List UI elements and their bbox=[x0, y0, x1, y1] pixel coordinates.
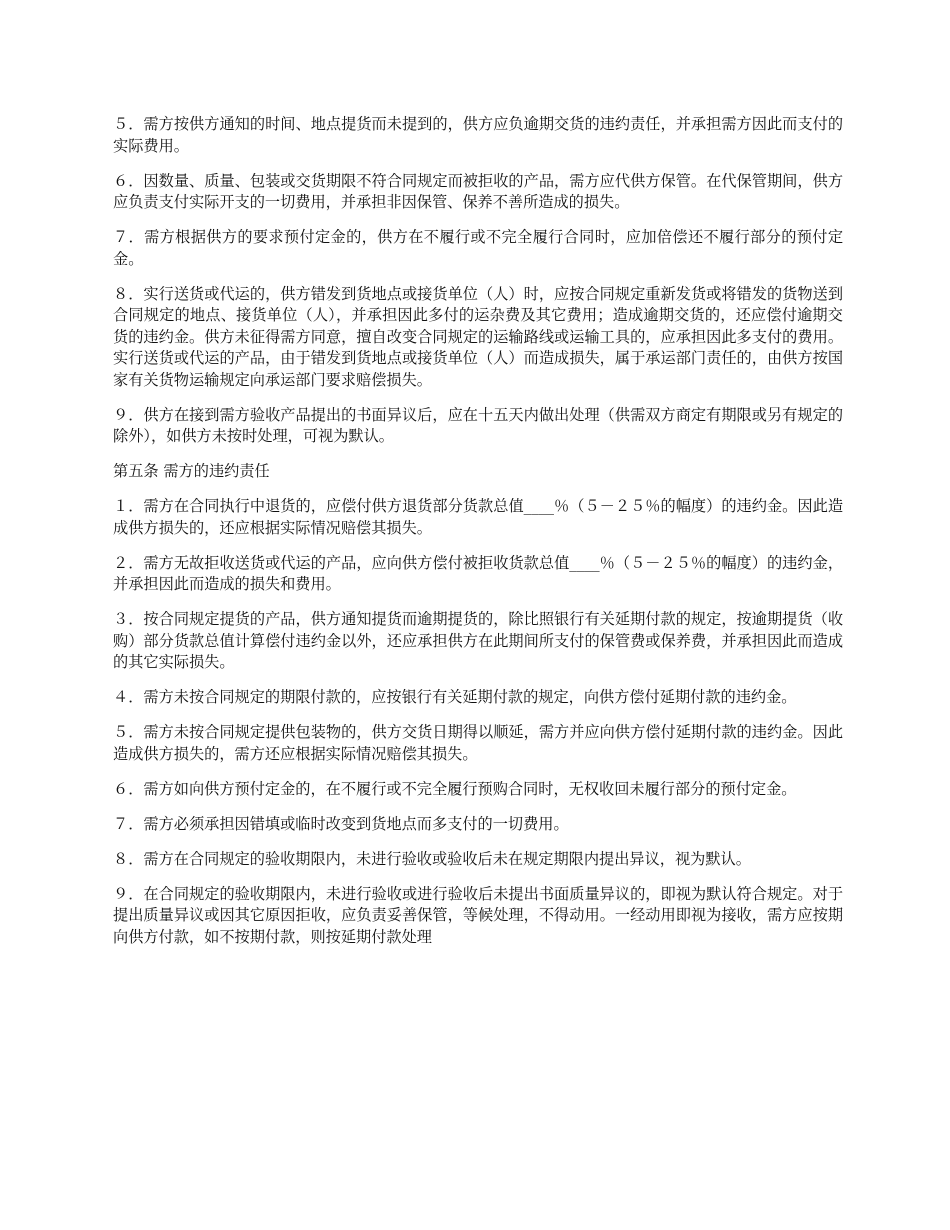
seller-breach-item-8: ８．实行送货或代运的，供方错发到货地点或接货单位（人）时，应按合同规定重新发货或将错发的货物送到合同规定的地点、接货单位（人），并承担因此多付的运杂费及其它费用；造成逾期交货的，还应偿付逾期交货的违约金。供方未征得需方同意，擅自改变合同规定的运输路线或运输工具的，应承担因此多支付的费用。实行送货或代运的产品，由于错发到货地点或接货单位（人）而造成损失，属于承运部门责任的，由供方按国家有关货物运输规定向承运部门要求赔偿损失。 bbox=[113, 284, 843, 389]
buyer-breach-item-5: ５．需方未按合同规定提供包装物的，供方交货日期得以顺延，需方并应向供方偿付延期付款的违约金。因此造成供方损失的，需方还应根据实际情况赔偿其损失。 bbox=[113, 723, 843, 763]
buyer-breach-item-7: ７．需方必须承担因错填或临时改变到货地点而多支付的一切费用。 bbox=[113, 814, 569, 833]
document-body bbox=[113, 114, 843, 962]
seller-breach-item-6: ６．因数量、质量、包装或交货期限不符合同规定而被拒收的产品，需方应代供方保管。在代保管期间，供方应负责支付实际开支的一切费用，并承担非因保管、保养不善所造成的损失。 bbox=[113, 171, 843, 211]
seller-breach-item-9: ９．供方在接到需方验收产品提出的书面异议后，应在十五天内做出处理（供需双方商定有期限或另有规定的除外），如供方未按时处理，可视为默认。 bbox=[113, 405, 843, 445]
section-title: 第五条 需方的违约责任 bbox=[113, 462, 270, 480]
seller-breach-item-5: ５．需方按供方通知的时间、地点提货而未提到的，供方应负逾期交货的违约责任，并承担需方因此而支付的实际费用。 bbox=[113, 115, 843, 155]
buyer-breach-item-9: ９．在合同规定的验收期限内，未进行验收或进行验收后未提出书面质量异议的，即视为默认符合规定。对于提出质量异议或因其它原因拒收，应负责妥善保管，等候处理，不得动用。一经动用即视为接收，需方应按期向供方付款，如不按期付款，则按延期付款处理 bbox=[113, 884, 843, 946]
buyer-breach-item-2: ２．需方无故拒收送货或代运的产品，应向供方偿付被拒收货款总值____％（５－２５％的幅度）的违约金，并承担因此而造成的损失和费用。 bbox=[113, 553, 843, 593]
buyer-breach-item-4: ４．需方未按合同规定的期限付款的，应按银行有关延期付款的规定，向供方偿付延期付款的违约金。 bbox=[113, 688, 797, 706]
buyer-breach-item-1: １．需方在合同执行中退货的，应偿付供方退货部分货款总值____％（５－２５％的幅度）的违约金。因此造成供方损失的，还应根据实际情况赔偿其损失。 bbox=[113, 497, 843, 537]
buyer-breach-item-6: ６．需方如向供方预付定金的，在不履行或不完全履行预购合同时，无权收回未履行部分的预付定金。 bbox=[113, 779, 797, 798]
buyer-breach-item-3: ３．按合同规定提货的产品，供方通知提货而逾期提货的，除比照银行有关延期付款的规定，按逾期提货（收购）部分货款总值计算偿付违约金以外，还应承担供方在此期间所支付的保管费或保养费，并承担因此而造成的其它实际损失。 bbox=[113, 610, 843, 671]
seller-breach-item-7: ７．需方根据供方的要求预付定金的，供方在不履行或不完全履行合同时，应加倍偿还不履行部分的预付定金。 bbox=[113, 228, 843, 268]
buyer-breach-item-8: ８．需方在合同规定的验收期限内，未进行验收或验收后未在规定期限内提出异议，视为默认。 bbox=[113, 849, 751, 868]
